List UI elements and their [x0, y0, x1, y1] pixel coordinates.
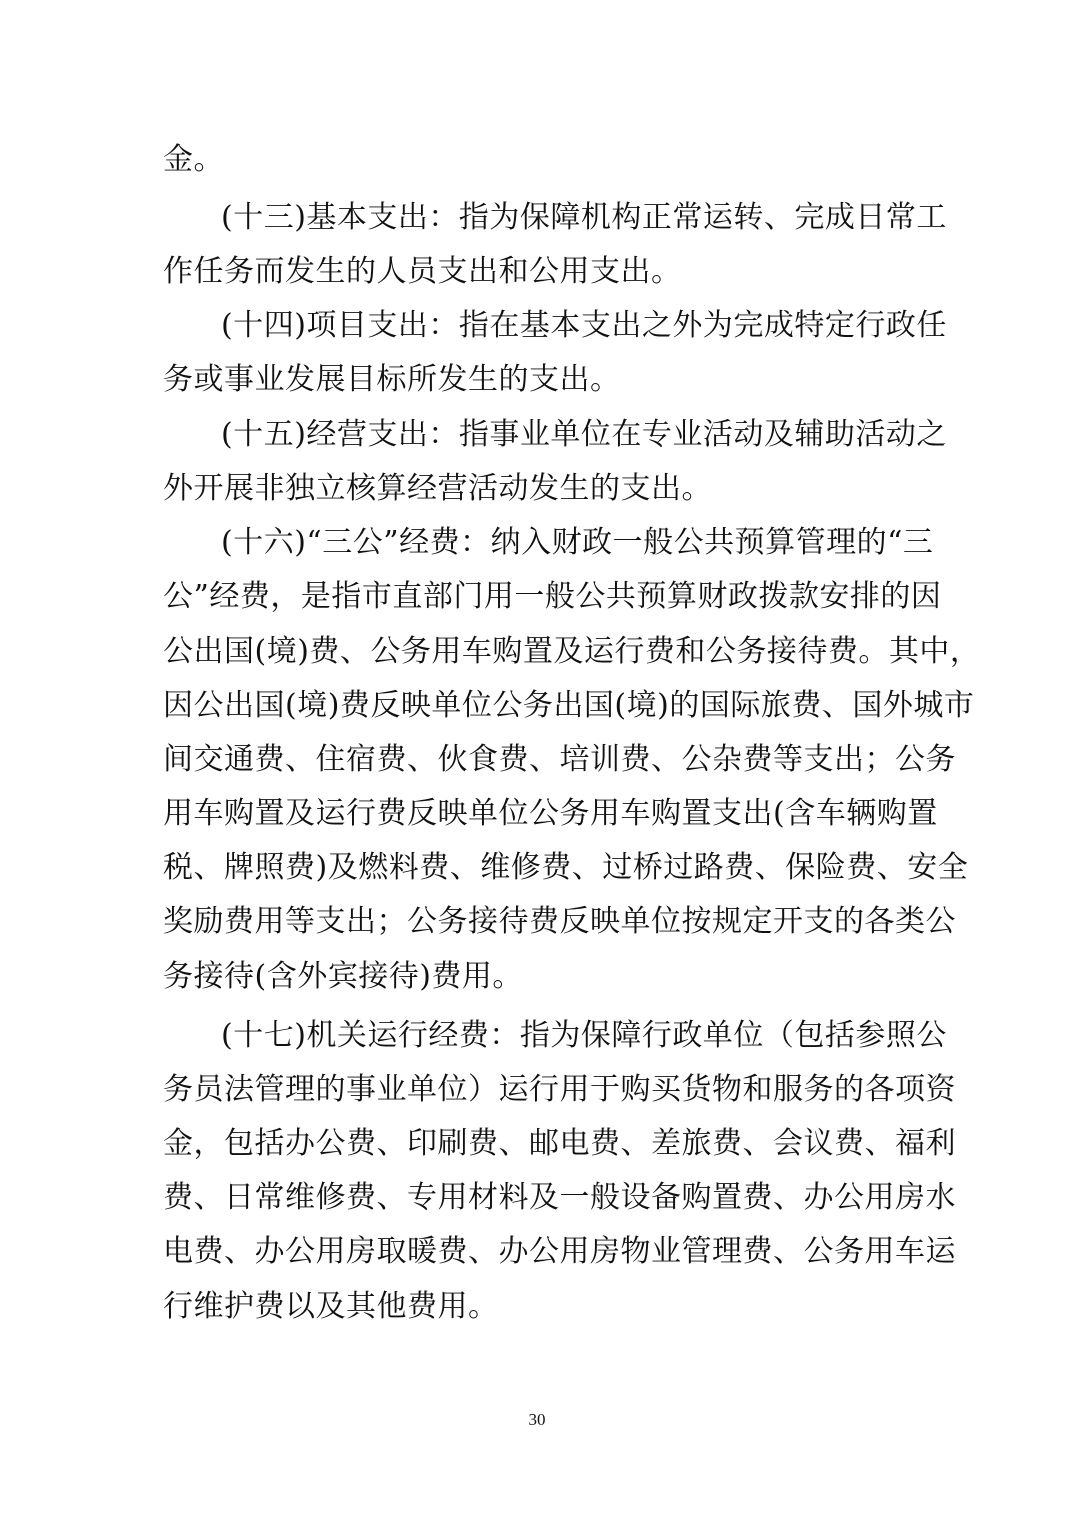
- text-line: 间交通费、住宿费、伙食费、培训费、公杂费等支出；公务: [163, 742, 956, 777]
- text-line: 务员法管理的事业单位）运行用于购买货物和服务的各项资: [163, 1072, 956, 1107]
- text-line: 公”经费，是指市直部门用一般公共预算财政拨款安排的因: [163, 579, 942, 614]
- text-line: (十七)机关运行经费：指为保障行政单位（包括参照公: [221, 1018, 947, 1053]
- text-line: (十五)经营支出：指事业单位在专业活动及辅助活动之: [221, 417, 947, 452]
- text-line: 务接待(含外宾接待)费用。: [163, 959, 523, 994]
- text-line: 用车购置及运行费反映单位公务用车购置支出(含车辆购置: [163, 796, 938, 831]
- text-line: (十六)“三公”经费：纳入财政一般公共预算管理的“三: [221, 525, 934, 560]
- page-number: 30: [528, 1410, 546, 1429]
- text-line: 金。: [163, 142, 224, 177]
- text-line: 金，包括办公费、印刷费、邮电费、差旅费、会议费、福利: [163, 1126, 956, 1161]
- text-line: 税、牌照费)及燃料费、维修费、过桥过路费、保险费、安全: [163, 850, 969, 885]
- text-line: 因公出国(境)费反映单位公务出国(境)的国际旅费、国外城市: [163, 688, 975, 723]
- text-line: (十四)项目支出：指在基本支出之外为完成特定行政任: [221, 308, 947, 343]
- text-line: 外开展非独立核算经营活动发生的支出。: [163, 471, 712, 506]
- text-line: 电费、办公用房取暖费、办公用房物业管理费、公务用车运: [163, 1234, 956, 1269]
- text-line: 务或事业发展目标所发生的支出。: [163, 362, 621, 397]
- text-line: 作任务而发生的人员支出和公用支出。: [163, 254, 682, 289]
- text-line: 行维护费以及其他费用。: [163, 1289, 499, 1324]
- text-line: (十三)基本支出：指为保障机构正常运转、完成日常工: [221, 200, 947, 235]
- text-line: 公出国(境)费、公务用车购置及运行费和公务接待费。其中，: [163, 634, 981, 669]
- text-line: 费、日常维修费、专用材料及一般设备购置费、办公用房水: [163, 1180, 956, 1215]
- text-line: 奖励费用等支出；公务接待费反映单位按规定开支的各类公: [163, 904, 956, 939]
